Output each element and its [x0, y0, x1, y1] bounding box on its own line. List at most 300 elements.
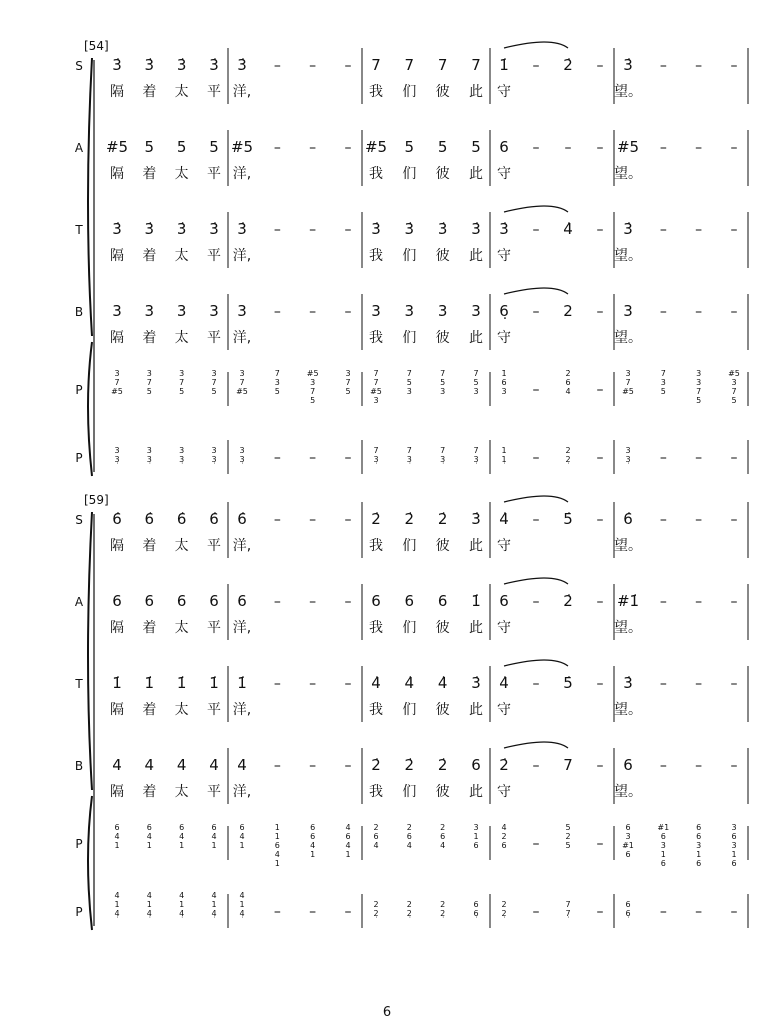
note: 6 — [237, 592, 247, 610]
chord-note: 1̇ — [501, 369, 507, 378]
chord-note: 3̣ — [406, 455, 412, 464]
chord-note: 4 — [440, 841, 446, 850]
note: 2̇ — [563, 592, 573, 610]
chord-note: 7 — [440, 369, 446, 378]
note: 7 — [371, 56, 381, 74]
lyric-syllable: 洋, — [232, 84, 252, 100]
note: 3̇ — [623, 674, 633, 692]
lyric-syllable: 太 — [174, 84, 189, 100]
note: 5 — [404, 138, 415, 156]
lyric-syllable: 太 — [174, 620, 189, 636]
hold-dash: – — [273, 512, 281, 528]
note: 4̇ — [437, 674, 448, 692]
chord-note: 4 — [373, 841, 379, 850]
chord-note: 5 — [660, 387, 666, 396]
note: 1̇ — [112, 674, 122, 692]
choir-brace — [88, 512, 92, 790]
note: 2̇ — [563, 56, 573, 74]
lyric-syllable: 我 — [369, 166, 383, 182]
chord-note: 7 — [239, 378, 245, 387]
note: 3̇ — [404, 220, 415, 238]
chord-note: 6 — [625, 823, 631, 832]
lyric-syllable: 彼 — [435, 330, 450, 346]
chord-note: 5 — [146, 387, 152, 396]
chord-note: 1 — [239, 900, 245, 909]
lyric-syllable: 平 — [207, 538, 221, 554]
chord-note: 3 — [345, 369, 351, 378]
chord-note: 4̣ — [146, 909, 152, 918]
staff-label-alto: A — [74, 141, 84, 155]
chord-note: 7 — [473, 446, 479, 455]
note: 5 — [471, 138, 481, 156]
note: 2 — [563, 302, 573, 320]
hold-dash: – — [309, 140, 317, 156]
note: 1̇ — [471, 592, 481, 610]
chord-note: 5 — [440, 378, 446, 387]
note: 5 — [209, 138, 219, 156]
lyric-syllable: 着 — [142, 784, 157, 800]
chord-note: 6 — [660, 832, 666, 841]
hold-dash: – — [730, 140, 738, 156]
lyric-syllable: 太 — [174, 784, 189, 800]
chord-note: 2̣ — [565, 455, 571, 464]
note: 1̇ — [144, 674, 155, 692]
chord-note: 5 — [310, 396, 316, 405]
lyric-syllable: 们 — [402, 330, 417, 346]
note: 3 — [112, 302, 122, 320]
chord-note: 5 — [211, 387, 217, 396]
hold-dash: – — [309, 58, 317, 74]
chord-note: 4 — [565, 387, 571, 396]
lyric-syllable: 望。 — [614, 620, 642, 636]
note: 5 — [144, 138, 155, 156]
hold-dash: – — [273, 758, 281, 774]
chord-note: 5 — [565, 823, 571, 832]
note: 6 — [371, 592, 381, 610]
lyric-syllable: 望。 — [614, 84, 642, 100]
note: #5 — [364, 138, 388, 156]
lyric-syllable: 此 — [469, 784, 483, 800]
chord-note: 3 — [274, 378, 280, 387]
note: 6 — [471, 756, 481, 774]
lyric-syllable: 此 — [469, 84, 483, 100]
lyric-syllable: 我 — [369, 248, 383, 264]
chord-note: 7 — [406, 369, 412, 378]
note: 2̇ — [371, 510, 381, 528]
chord-note: 1 — [731, 850, 737, 859]
note: 5̇ — [563, 674, 573, 692]
lyric-syllable: 洋, — [232, 784, 252, 800]
note: 6 — [404, 592, 415, 610]
lyric-syllable: 太 — [174, 538, 189, 554]
hold-dash: – — [659, 58, 667, 74]
tie-arc — [504, 288, 568, 294]
note: 4̇ — [499, 510, 509, 528]
piano-brace — [88, 796, 92, 930]
note: 6̇ — [623, 510, 633, 528]
note: #5 — [230, 138, 254, 156]
note: 3̇ — [437, 220, 448, 238]
note: 3̇ — [471, 674, 481, 692]
lyric-syllable: 此 — [469, 702, 483, 718]
staff-label-piano-left: P — [75, 905, 83, 919]
chord-note: 7 — [440, 446, 446, 455]
hold-dash: – — [596, 58, 604, 74]
note: 6 — [437, 592, 448, 610]
hold-dash: – — [695, 58, 703, 74]
hold-dash: – — [344, 140, 352, 156]
lyric-syllable: 我 — [369, 84, 383, 100]
note: 7 — [563, 756, 573, 774]
chord-note: 3 — [146, 369, 152, 378]
note: 3̇ — [209, 220, 219, 238]
note: 4 — [209, 756, 219, 774]
chord-note: 1 — [274, 823, 280, 832]
chord-note: 3 — [373, 396, 379, 405]
chord-note: 6 — [146, 823, 152, 832]
chord-note: 4 — [274, 850, 280, 859]
lyric-syllable: 守 — [497, 330, 511, 346]
chord-note: 3 — [179, 446, 185, 455]
hold-dash: – — [532, 676, 540, 692]
lyric-syllable: 彼 — [435, 248, 450, 264]
note: 4̇ — [563, 220, 573, 238]
chord-note: 7 — [565, 900, 571, 909]
chord-note: 3 — [114, 369, 120, 378]
chord-note: 4 — [211, 891, 217, 900]
hold-dash: – — [309, 304, 317, 320]
chord-note: 1 — [660, 850, 666, 859]
hold-dash: – — [532, 836, 540, 852]
lyric-syllable: 我 — [369, 702, 383, 718]
note: 1̇ — [209, 674, 219, 692]
chord-note: 2 — [565, 446, 571, 455]
lyric-syllable: 隔 — [110, 784, 124, 800]
lyric-syllable: 洋, — [232, 620, 252, 636]
chord-note: 6 — [625, 900, 631, 909]
chord-note: 7 — [345, 378, 351, 387]
chord-note: 6 — [114, 823, 120, 832]
chord-note: 6 — [473, 841, 479, 850]
chord-note: 2 — [373, 823, 379, 832]
chord-note: 3 — [731, 841, 737, 850]
chord-note: 5 — [345, 387, 351, 396]
chord-note: #1 — [657, 823, 670, 832]
hold-dash: – — [730, 222, 738, 238]
lyric-syllable: 望。 — [614, 248, 642, 264]
hold-dash: – — [344, 758, 352, 774]
hold-dash: – — [309, 222, 317, 238]
lyric-syllable: 平 — [207, 166, 221, 182]
hold-dash: – — [344, 676, 352, 692]
chord-note: 7 — [625, 378, 631, 387]
tie-arc — [504, 496, 568, 502]
chord-note: 4 — [114, 891, 120, 900]
lyric-syllable: 守 — [497, 248, 511, 264]
note: 3̇ — [144, 220, 155, 238]
hold-dash: – — [532, 382, 540, 398]
note: 4̇ — [371, 674, 381, 692]
lyric-syllable: 我 — [369, 784, 383, 800]
hold-dash: – — [730, 512, 738, 528]
chord-note: 2 — [373, 900, 379, 909]
chord-note: 4 — [239, 891, 245, 900]
hold-dash: – — [695, 758, 703, 774]
note: 5 — [176, 138, 187, 156]
chord-note: 4 — [345, 841, 351, 850]
lyric-syllable: 隔 — [110, 330, 124, 346]
note: 6̣ — [499, 302, 509, 320]
note: #5 — [616, 138, 640, 156]
note: 3 — [237, 302, 247, 320]
lyric-syllable: 着 — [142, 620, 157, 636]
chord-note: 4 — [179, 891, 185, 900]
chord-note: 4 — [211, 832, 217, 841]
chord-note: 6 — [345, 832, 351, 841]
chord-note: 3 — [731, 378, 737, 387]
chord-note: 7 — [211, 378, 217, 387]
chord-note: 1 — [473, 832, 479, 841]
chord-note: 1 — [146, 900, 152, 909]
hold-dash: – — [695, 304, 703, 320]
note: 2̇ — [371, 756, 381, 774]
lyric-syllable: 望。 — [614, 702, 642, 718]
chord-note: 2 — [501, 900, 507, 909]
chord-note: 5 — [565, 841, 571, 850]
chord-note: 4̣ — [179, 909, 185, 918]
chord-note: 5 — [179, 387, 185, 396]
lyric-syllable: 太 — [174, 248, 189, 264]
note: 4 — [144, 756, 155, 774]
hold-dash: – — [273, 304, 281, 320]
lyric-syllable: 隔 — [110, 620, 124, 636]
chord-note: 2̇ — [565, 369, 571, 378]
lyric-syllable: 此 — [469, 538, 483, 554]
hold-dash: – — [273, 594, 281, 610]
note: 3 — [623, 302, 633, 320]
chord-note: 3 — [440, 387, 446, 396]
hold-dash: – — [344, 222, 352, 238]
hold-dash: – — [596, 676, 604, 692]
lyric-syllable: 太 — [174, 166, 189, 182]
chord-note: 4 — [345, 823, 351, 832]
chord-note: 3 — [473, 387, 479, 396]
hold-dash: – — [273, 58, 281, 74]
hold-dash: – — [273, 140, 281, 156]
note: 6 — [499, 592, 509, 610]
lyric-syllable: 着 — [142, 702, 157, 718]
chord-note: 3 — [211, 446, 217, 455]
chord-note: 3 — [625, 369, 631, 378]
chord-note: 6 — [274, 841, 280, 850]
hold-dash: – — [596, 304, 604, 320]
lyric-syllable: 望。 — [614, 166, 642, 182]
hold-dash: – — [344, 304, 352, 320]
lyric-syllable: 守 — [497, 784, 511, 800]
note: 3 — [471, 302, 481, 320]
chord-note: 7 — [114, 378, 120, 387]
note: 2̇ — [437, 510, 448, 528]
hold-dash: – — [695, 140, 703, 156]
chord-note: 1 — [696, 850, 702, 859]
hold-dash: – — [730, 904, 738, 920]
chord-note: 5 — [274, 387, 280, 396]
staff-label-soprano: S — [75, 59, 83, 73]
chord-note: 3 — [501, 387, 507, 396]
chord-note: #5 — [111, 387, 123, 396]
note: 3̇ — [144, 56, 155, 74]
lyric-syllable: 着 — [142, 248, 157, 264]
chord-note: 4 — [310, 841, 316, 850]
chord-note: 1 — [146, 841, 152, 850]
chord-note: 1 — [310, 850, 316, 859]
hold-dash: – — [730, 594, 738, 610]
hold-dash: – — [596, 382, 604, 398]
chord-note: #5 — [306, 369, 319, 378]
lyric-syllable: 太 — [174, 330, 189, 346]
hold-dash: – — [273, 904, 281, 920]
lyric-syllable: 望。 — [614, 784, 642, 800]
lyric-syllable: 平 — [207, 248, 221, 264]
lyric-syllable: 平 — [207, 84, 221, 100]
chord-note: 6 — [501, 378, 507, 387]
lyric-syllable: 们 — [402, 166, 417, 182]
note: 4 — [176, 756, 187, 774]
lyric-syllable: 隔 — [110, 166, 124, 182]
chord-note: 6 — [211, 823, 217, 832]
chord-note: #5 — [370, 387, 382, 396]
lyric-syllable: 彼 — [435, 166, 450, 182]
note: 6̇ — [237, 510, 247, 528]
chord-note: 3 — [211, 369, 217, 378]
piano-brace — [88, 342, 92, 476]
hold-dash: – — [659, 594, 667, 610]
note: 6̇ — [112, 510, 122, 528]
chord-note: 4 — [114, 832, 120, 841]
chord-note: 3 — [146, 446, 152, 455]
staff-label-bass: B — [74, 305, 84, 319]
hold-dash: – — [730, 450, 738, 466]
note: 4 — [237, 756, 247, 774]
note: 4̇ — [499, 674, 509, 692]
lyric-syllable: 洋, — [232, 166, 252, 182]
hold-dash: – — [532, 140, 540, 156]
hold-dash: – — [695, 676, 703, 692]
chord-note: 7 — [473, 369, 479, 378]
staff-label-bass: B — [74, 759, 84, 773]
lyric-syllable: 着 — [142, 330, 157, 346]
lyric-syllable: 平 — [207, 330, 221, 346]
note: 6 — [176, 592, 187, 610]
chord-note: 1 — [179, 900, 185, 909]
note: #5 — [105, 138, 129, 156]
chord-note: 3 — [696, 369, 702, 378]
chord-note: 1 — [114, 900, 120, 909]
chord-note: 2̣ — [440, 909, 446, 918]
chord-note: 6 — [406, 832, 412, 841]
chord-note: 2 — [440, 900, 446, 909]
chord-note: 2̣ — [501, 909, 507, 918]
chord-note: 6 — [310, 832, 316, 841]
tie-arc — [504, 42, 568, 48]
chord-note: 1 — [274, 832, 280, 841]
lyric-syllable: 此 — [469, 330, 483, 346]
chord-note: 3 — [625, 832, 631, 841]
hold-dash: – — [273, 450, 281, 466]
hold-dash: – — [659, 676, 667, 692]
chord-note: 5 — [473, 378, 479, 387]
hold-dash: – — [596, 222, 604, 238]
chord-note: 6 — [731, 859, 737, 868]
chord-note: 6̣ — [625, 909, 631, 918]
hold-dash: – — [532, 450, 540, 466]
note: 3 — [144, 302, 155, 320]
lyric-syllable: 彼 — [435, 620, 450, 636]
staff-label-piano-right: P — [75, 837, 83, 851]
chord-note: 5 — [731, 396, 737, 405]
chord-note: 3̣ — [211, 455, 217, 464]
chord-note: 2̣ — [373, 909, 379, 918]
hold-dash: – — [730, 758, 738, 774]
chord-note: 4̣ — [239, 909, 245, 918]
hold-dash: – — [695, 594, 703, 610]
lyric-syllable: 我 — [369, 330, 383, 346]
hold-dash: – — [596, 450, 604, 466]
hold-dash: – — [532, 758, 540, 774]
chord-note: 6 — [473, 900, 479, 909]
lyric-syllable: 着 — [142, 538, 157, 554]
chord-note: 1 — [211, 841, 217, 850]
chord-note: 1 — [179, 841, 185, 850]
chord-note: 1 — [501, 446, 507, 455]
hold-dash: – — [309, 904, 317, 920]
hold-dash: – — [659, 904, 667, 920]
chord-note: #1 — [622, 841, 634, 850]
chord-note: 7 — [373, 446, 379, 455]
chord-note: 4̣ — [114, 909, 120, 918]
note: 3 — [209, 302, 219, 320]
note: 7 — [437, 56, 448, 74]
chord-note: 7 — [696, 387, 702, 396]
chord-note: 3 — [660, 841, 666, 850]
chord-note: 4 — [406, 841, 412, 850]
lyric-syllable: 守 — [497, 84, 511, 100]
hold-dash: – — [730, 304, 738, 320]
note: 5 — [437, 138, 448, 156]
note: 3 — [437, 302, 448, 320]
chord-note: 3̣ — [440, 455, 446, 464]
chord-note: 1 — [211, 900, 217, 909]
hold-dash: – — [659, 512, 667, 528]
hold-dash: – — [695, 222, 703, 238]
lyric-syllable: 此 — [469, 166, 483, 182]
note: 1̇ — [237, 674, 247, 692]
measure-number-label: [54] — [84, 39, 109, 53]
note: 3̇ — [371, 220, 381, 238]
lyric-syllable: 此 — [469, 620, 483, 636]
chord-note: 1 — [345, 850, 351, 859]
chord-note: 5 — [406, 378, 412, 387]
staff-label-tenor: T — [75, 223, 83, 237]
chord-note: 3 — [239, 369, 245, 378]
lyric-syllable: 们 — [402, 84, 417, 100]
note: 3̇ — [112, 56, 122, 74]
note: 7 — [404, 56, 415, 74]
lyric-syllable: 隔 — [110, 538, 124, 554]
chord-note: 6 — [373, 832, 379, 841]
chord-note: 3 — [696, 841, 702, 850]
chord-note: 6 — [239, 823, 245, 832]
